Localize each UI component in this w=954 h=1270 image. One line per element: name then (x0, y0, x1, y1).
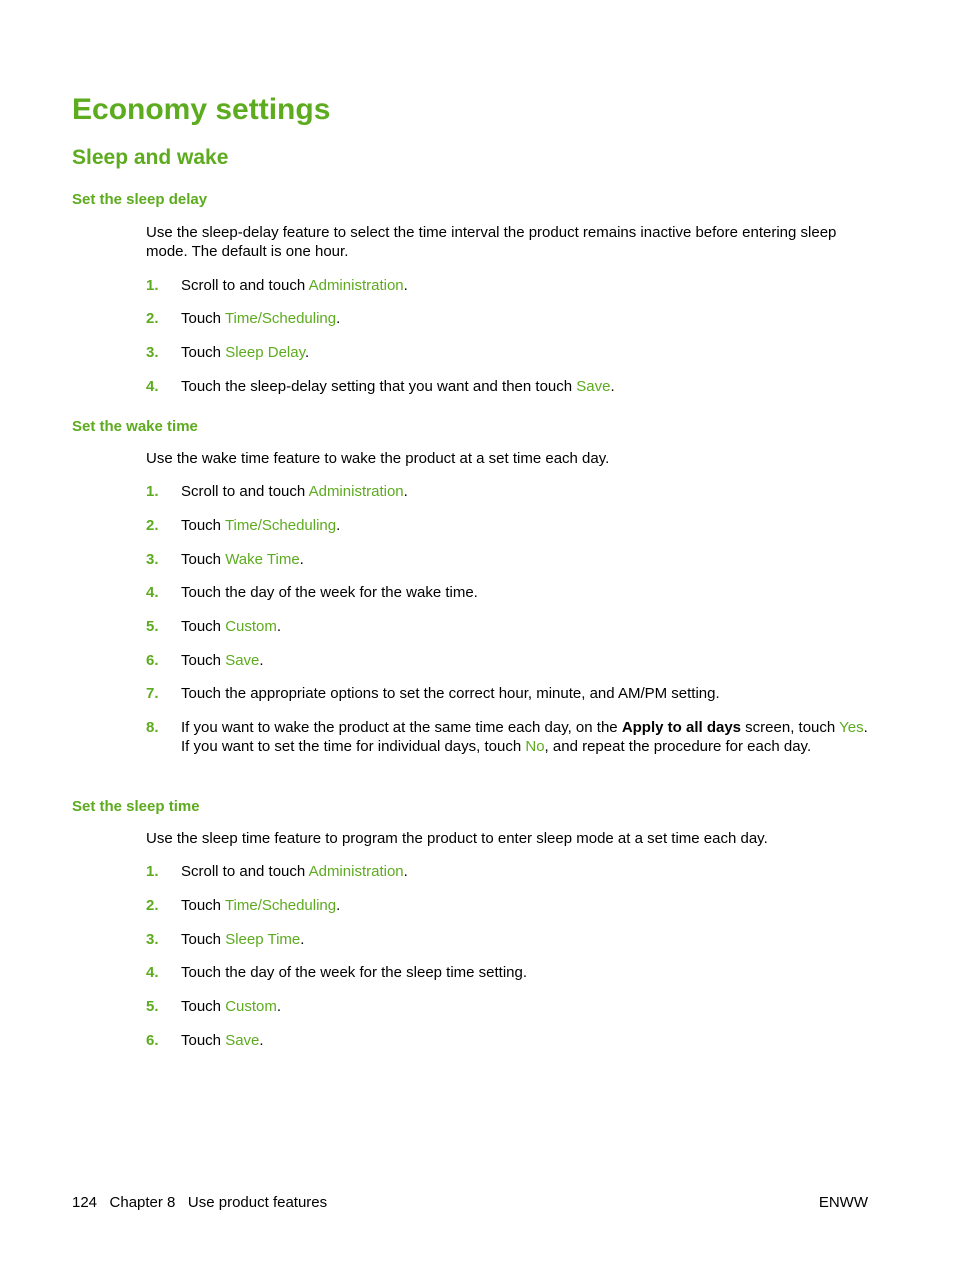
step-text: . (259, 652, 264, 669)
ui-option-yes: Yes (839, 719, 864, 736)
step-text: Touch the sleep-delay setting that you want and then touch (181, 378, 577, 395)
step-text: Touch (181, 998, 226, 1015)
ui-option-administration: Administration (308, 277, 404, 294)
step-number: 1. (146, 483, 159, 500)
intro-wake-time: Use the wake time feature to wake the product at a set time each day. (146, 450, 610, 467)
step-number: 8. (146, 719, 159, 736)
step-number: 2. (146, 517, 159, 534)
step-text: Touch (181, 310, 225, 327)
step-number: 6. (146, 652, 159, 669)
step-text: . (300, 931, 305, 948)
step-number: 5. (146, 618, 159, 635)
step-number: 1. (146, 863, 159, 880)
step-number: 2. (146, 310, 159, 327)
step-text: . (336, 897, 341, 914)
step-number: 7. (146, 685, 159, 702)
step-text: Scroll to and touch (181, 863, 309, 880)
step-text: Touch (181, 1032, 226, 1049)
step-text: If you want to wake the product at the same time each day, on the (181, 719, 622, 736)
footer-page-chapter: 124 Chapter 8 Use product features (72, 1194, 328, 1211)
step-text: . (403, 483, 408, 500)
step-text: . (610, 378, 615, 395)
step-number: 4. (146, 378, 159, 395)
ui-option-sleep-time: Sleep Time (225, 931, 301, 948)
step-text: Touch the day of the week for the sleep time setting. (181, 964, 528, 981)
step-text: . (259, 1032, 264, 1049)
ui-option-sleep-delay: Sleep Delay (225, 344, 305, 361)
step-text: Touch (181, 652, 226, 669)
ui-option-save: Save (576, 378, 611, 395)
step-number: 6. (146, 1032, 159, 1049)
step-number: 3. (146, 551, 159, 568)
step-text: . (336, 310, 341, 327)
ui-option-time-scheduling: Time/Scheduling (224, 517, 337, 534)
intro-sleep-delay: Use the sleep-delay feature to select the time interval the product remains inactive before entering sleep mode. The default is one hour. (146, 224, 837, 260)
ui-option-custom: Custom (225, 998, 277, 1015)
step-text: . (336, 517, 341, 534)
ui-option-save: Save (225, 652, 260, 669)
section-title: Sleep and wake (72, 146, 229, 169)
intro-sleep-time: Use the sleep time feature to program the product to enter sleep mode at a set time each day. (146, 830, 768, 847)
ui-option-save: Save (225, 1032, 260, 1049)
step-text: . (304, 344, 310, 361)
step-text: screen, touch (741, 719, 840, 736)
step-number: 2. (146, 897, 159, 914)
step-number: 1. (146, 277, 159, 294)
step-number: 3. (146, 931, 159, 948)
step-number: 4. (146, 964, 159, 981)
ui-option-wake-time: Wake Time (225, 551, 300, 568)
step-text: . (276, 618, 282, 635)
step-number: 4. (146, 584, 159, 601)
step-text: Touch (181, 931, 226, 948)
page-title: Economy settings (72, 93, 331, 126)
step-text: Touch (181, 551, 226, 568)
ui-option-time-scheduling: Time/Scheduling (224, 897, 337, 914)
step-text: Scroll to and touch (181, 483, 309, 500)
ui-option-administration: Administration (308, 483, 404, 500)
ui-option-custom: Custom (225, 618, 277, 635)
step-text: . (403, 863, 408, 880)
ui-option-no: No (525, 738, 545, 755)
step-text: Touch (181, 897, 225, 914)
step-text: Touch the appropriate options to set the correct hour, minute, and AM/PM setting. (181, 685, 720, 702)
step-number: 3. (146, 344, 159, 361)
step-text: . If you want to set the time for individual days, touch (181, 719, 868, 755)
step-text: Scroll to and touch (181, 277, 309, 294)
page-footer (72, 1193, 868, 1212)
step-text: Touch the day of the week for the wake time. (181, 584, 478, 601)
step-text: . (299, 551, 304, 568)
step-text: Touch (181, 517, 225, 534)
step-text: . (276, 998, 282, 1015)
heading-sleep-delay: Set the sleep delay (72, 191, 208, 208)
step-text: . (403, 277, 408, 294)
step-text: , and repeat the procedure for each day. (544, 738, 812, 755)
screen-name-apply-to-all-days: Apply to all days (621, 719, 742, 736)
step-text: Touch (181, 344, 226, 361)
step-number: 5. (146, 998, 159, 1015)
step-text: Touch (181, 618, 226, 635)
footer-locale-code: ENWW (818, 1194, 868, 1211)
ui-option-administration: Administration (308, 863, 404, 880)
ui-option-time-scheduling: Time/Scheduling (224, 310, 337, 327)
heading-sleep-time: Set the sleep time (72, 798, 200, 815)
heading-wake-time: Set the wake time (72, 418, 198, 435)
